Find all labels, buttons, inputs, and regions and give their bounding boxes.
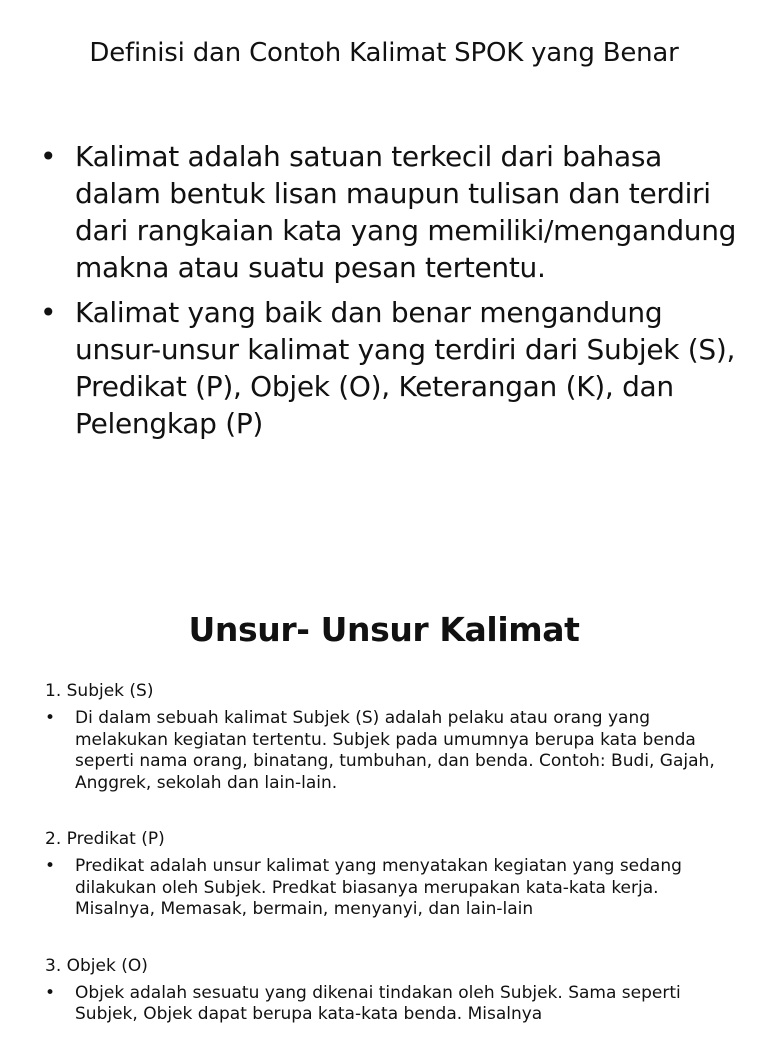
sentence-element-item	[45, 680, 725, 794]
slide-title: Definisi dan Contoh Kalimat SPOK yang Benar	[89, 38, 679, 68]
element-bullet	[45, 708, 725, 794]
element-bullet-list	[45, 856, 725, 921]
element-heading: 3. Objek (O)	[45, 955, 148, 976]
definition-bullet	[40, 138, 740, 286]
sentence-element-item	[45, 828, 725, 921]
element-bullet-list	[45, 983, 725, 1026]
element-bullet-text: Predikat adalah unsur kalimat yang menyatakan kegiatan yang sedang dilakukan oleh Subjek. Predkat biasanya merupakan kata-kata kerja. Misalnya, Memasak, bermain, menyanyi, dan lain-lain	[75, 856, 682, 919]
bullet-dot-icon: •	[40, 296, 57, 329]
bullet-dot-icon: •	[40, 140, 57, 173]
bullet-dot-icon: •	[45, 856, 56, 876]
bullet-dot-icon: •	[45, 708, 56, 728]
element-bullet-text: Di dalam sebuah kalimat Subjek (S) adalah pelaku atau orang yang melakukan kegiatan tertentu. Subjek pada umumnya berupa kata benda seperti nama orang, binatang, tumbuhan, dan benda. Contoh: Budi, Gajah, Anggrek, sekolah dan lain-lain.	[75, 708, 715, 793]
sentence-elements-list	[45, 680, 725, 1060]
element-heading: 2. Predikat (P)	[45, 829, 165, 849]
element-heading: 1. Subjek (S)	[45, 681, 154, 701]
definition-bullet	[40, 294, 740, 442]
definition-bullet-text: Kalimat adalah satuan terkecil dari bahasa dalam bentuk lisan maupun tulisan dan terdiri dari rangkaian kata yang memiliki/mengandung makna atau suatu pesan tertentu.	[75, 140, 737, 284]
section-heading: Unsur- Unsur Kalimat	[188, 610, 580, 649]
element-bullet-text: Objek adalah sesuatu yang dikenai tindakan oleh Subjek. Sama seperti Subjek, Objek dapat berupa kata-kata benda. Misalnya	[75, 982, 681, 1024]
element-bullet-list	[45, 708, 725, 794]
definition-bullet-list	[40, 138, 740, 450]
sentence-element-item	[45, 955, 725, 1026]
element-bullet	[45, 983, 725, 1026]
bullet-dot-icon: •	[45, 982, 56, 1003]
definition-bullet-text: Kalimat yang baik dan benar mengandung unsur-unsur kalimat yang terdiri dari Subjek (S), Predikat (P), Objek (O), Keterangan (K), dan Pelengkap (P)	[75, 296, 736, 440]
element-bullet	[45, 856, 725, 921]
